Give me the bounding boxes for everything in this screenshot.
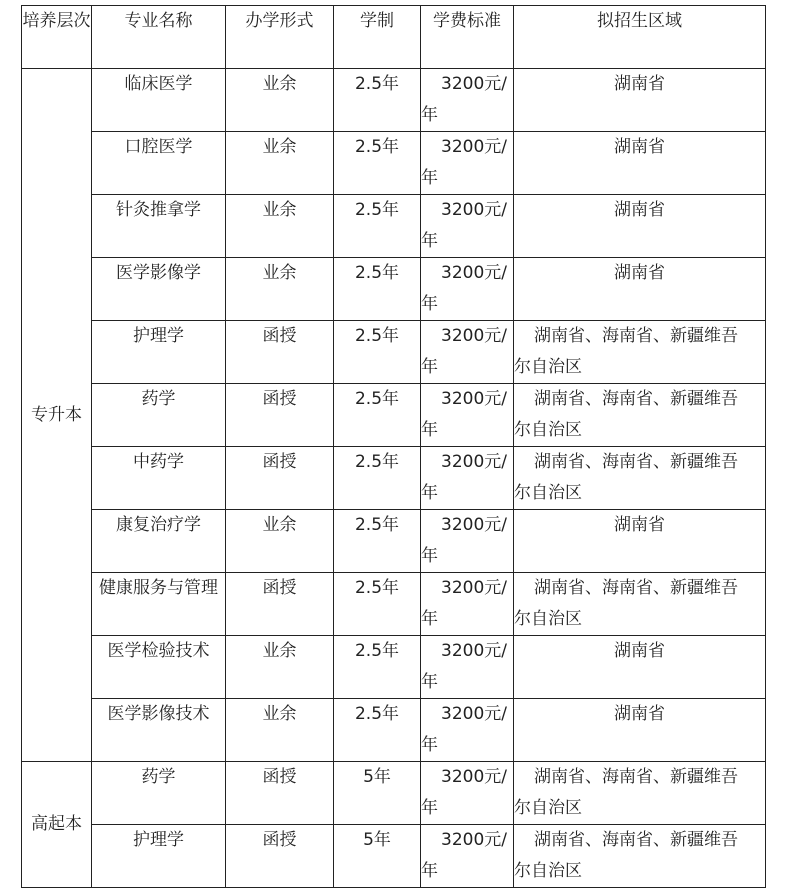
fee-cell [421,510,514,573]
fee-cell [421,825,514,888]
fee-amount: 3200元/ [441,515,507,535]
region-line-1: 湖南省、海南省、新疆维吾 [534,830,738,850]
level-cell: 专升本 [22,69,92,762]
fee-unit: 年 [421,798,438,818]
duration-cell: 2.5年 [334,699,421,762]
fee-amount: 3200元/ [441,578,507,598]
fee-cell [421,321,514,384]
fee-cell [421,195,514,258]
fee-unit: 年 [421,735,438,755]
fee-amount: 3200元/ [441,200,507,220]
fee-unit: 年 [421,420,438,440]
fee-unit: 年 [421,861,438,881]
major-cell: 临床医学 [92,69,226,132]
fee-amount: 3200元/ [441,767,507,787]
major-cell: 健康服务与管理 [92,573,226,636]
table-body [22,69,766,888]
region-line-2: 尔自治区 [514,483,582,503]
table-row [22,825,766,888]
major-cell: 医学影像学 [92,258,226,321]
major-cell: 护理学 [92,321,226,384]
fee-cell [421,762,514,825]
major-cell: 药学 [92,384,226,447]
major-cell: 医学检验技术 [92,636,226,699]
duration-cell: 5年 [334,825,421,888]
mode-cell: 业余 [226,69,334,132]
region-line-2: 尔自治区 [514,420,582,440]
mode-cell: 业余 [226,195,334,258]
table-row [22,699,766,762]
fee-unit: 年 [421,105,438,125]
region-cell: 湖南省 [514,699,766,762]
region-line-1: 湖南省、海南省、新疆维吾 [534,326,738,346]
region-cell: 湖南省 [514,69,766,132]
region-cell [514,573,766,636]
duration-cell: 2.5年 [334,69,421,132]
major-cell: 中药学 [92,447,226,510]
table-row [22,69,766,132]
region-line-2: 尔自治区 [514,861,582,881]
fee-cell [421,699,514,762]
region-cell: 湖南省 [514,636,766,699]
region-cell: 湖南省 [514,195,766,258]
region-cell [514,321,766,384]
table-row [22,636,766,699]
duration-cell: 2.5年 [334,195,421,258]
fee-unit: 年 [421,168,438,188]
duration-cell: 2.5年 [334,573,421,636]
mode-cell: 函授 [226,321,334,384]
table-row [22,132,766,195]
region-cell [514,447,766,510]
region-line-1: 湖南省、海南省、新疆维吾 [534,578,738,598]
major-cell: 针灸推拿学 [92,195,226,258]
mode-cell: 函授 [226,573,334,636]
duration-cell: 2.5年 [334,636,421,699]
region-line-2: 尔自治区 [514,357,582,377]
duration-cell: 2.5年 [334,132,421,195]
table-row [22,762,766,825]
fee-cell [421,573,514,636]
duration-cell: 2.5年 [334,447,421,510]
fee-cell [421,636,514,699]
major-cell: 康复治疗学 [92,510,226,573]
fee-unit: 年 [421,294,438,314]
region-cell [514,762,766,825]
region-cell: 湖南省 [514,132,766,195]
table-row [22,321,766,384]
major-cell: 医学影像技术 [92,699,226,762]
header-fee: 学费标准 [421,6,514,69]
region-line-1: 湖南省、海南省、新疆维吾 [534,452,738,472]
header-level: 培养层次 [22,6,92,69]
fee-cell [421,384,514,447]
table-row [22,510,766,573]
header-region: 拟招生区域 [514,6,766,69]
mode-cell: 业余 [226,258,334,321]
header-duration: 学制 [334,6,421,69]
table-row [22,258,766,321]
mode-cell: 业余 [226,699,334,762]
header-mode: 办学形式 [226,6,334,69]
mode-cell: 函授 [226,384,334,447]
region-cell: 湖南省 [514,258,766,321]
region-cell [514,825,766,888]
major-cell: 药学 [92,762,226,825]
fee-cell [421,258,514,321]
enrollment-table [21,5,766,888]
major-cell: 口腔医学 [92,132,226,195]
region-line-2: 尔自治区 [514,798,582,818]
mode-cell: 业余 [226,636,334,699]
fee-amount: 3200元/ [441,641,507,661]
fee-unit: 年 [421,357,438,377]
mode-cell: 函授 [226,762,334,825]
duration-cell: 2.5年 [334,384,421,447]
fee-amount: 3200元/ [441,830,507,850]
mode-cell: 函授 [226,447,334,510]
fee-amount: 3200元/ [441,326,507,346]
duration-cell: 2.5年 [334,321,421,384]
region-line-1: 湖南省、海南省、新疆维吾 [534,767,738,787]
region-line-2: 尔自治区 [514,609,582,629]
header-major: 专业名称 [92,6,226,69]
fee-amount: 3200元/ [441,389,507,409]
mode-cell: 函授 [226,825,334,888]
fee-unit: 年 [421,609,438,629]
mode-cell: 业余 [226,132,334,195]
mode-cell: 业余 [226,510,334,573]
table-row [22,384,766,447]
major-cell: 护理学 [92,825,226,888]
duration-cell: 2.5年 [334,510,421,573]
fee-unit: 年 [421,546,438,566]
region-line-1: 湖南省、海南省、新疆维吾 [534,389,738,409]
fee-unit: 年 [421,672,438,692]
table-row [22,447,766,510]
fee-cell [421,69,514,132]
fee-amount: 3200元/ [441,452,507,472]
fee-unit: 年 [421,483,438,503]
fee-amount: 3200元/ [441,74,507,94]
duration-cell: 2.5年 [334,258,421,321]
fee-unit: 年 [421,231,438,251]
fee-amount: 3200元/ [441,704,507,724]
table-row [22,573,766,636]
fee-amount: 3200元/ [441,263,507,283]
fee-cell [421,132,514,195]
duration-cell: 5年 [334,762,421,825]
fee-cell [421,447,514,510]
fee-amount: 3200元/ [441,137,507,157]
header-row [22,6,766,69]
table-row [22,195,766,258]
level-cell: 高起本 [22,762,92,888]
region-cell: 湖南省 [514,510,766,573]
region-cell [514,384,766,447]
